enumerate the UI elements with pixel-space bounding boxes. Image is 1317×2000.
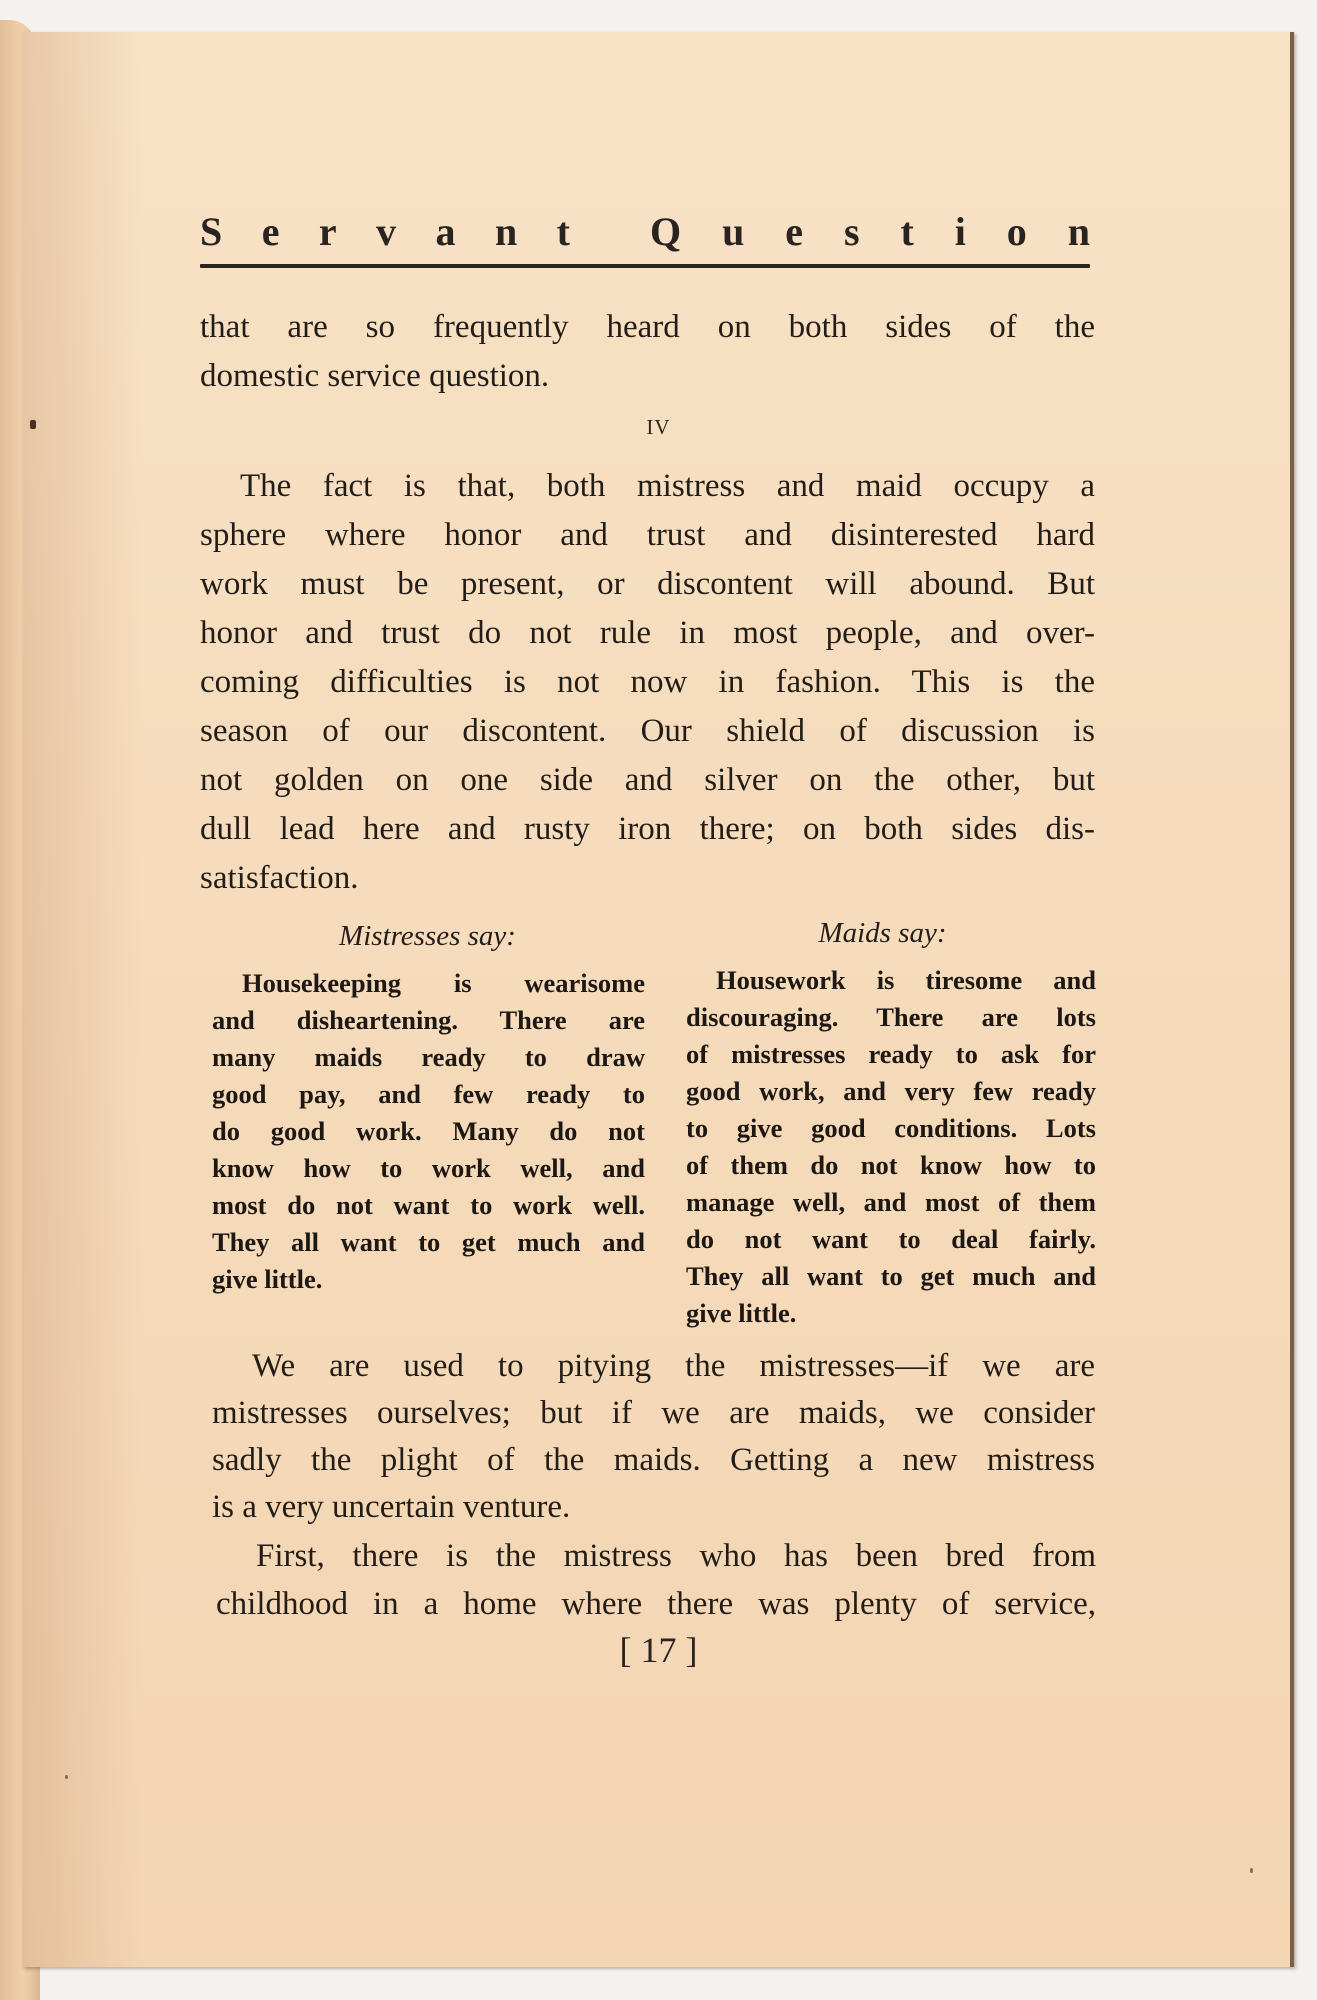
running-head-letter: v [376,209,397,254]
body-line: sadly the plight of the maids. Getting a new mistress [212,1442,1095,1478]
section-number: IV [646,415,671,439]
column-line: know how to work well, and [212,1153,645,1183]
paper-blemish [65,1775,68,1779]
running-head-letter: n [1067,209,1090,254]
header-rule [200,264,1090,268]
column-line: They all want to get much and [686,1261,1096,1291]
column-line: do not want to deal fairly. [686,1224,1096,1254]
running-head-letter: t [556,209,570,254]
paper-blemish [30,420,36,429]
running-head-letter: e [261,209,280,254]
body-line: work must be present, or discontent will abound. But [200,566,1095,602]
body-line: satisfaction. [200,860,359,896]
running-head-letter: r [318,209,337,254]
column-line: good work, and very few ready [686,1076,1096,1106]
body-line: that are so frequently heard on both sides of the [200,309,1095,345]
column-line: and disheartening. There are [212,1005,645,1035]
body-line: First, there is the mistress who has been bred from [256,1538,1096,1574]
column-line: of them do not know how to [686,1150,1096,1180]
body-line: honor and trust do not rule in most people, and over- [200,615,1095,651]
running-head-word-question [650,210,1090,254]
body-line: sphere where honor and trust and disinterested hard [200,517,1095,553]
body-line: not golden on one side and silver on the other, but [200,762,1095,798]
column-line: do good work. Many do not [212,1116,645,1146]
page-number: [ 17 ] [619,1630,698,1670]
running-head-letter: a [435,209,456,254]
paper-blemish [1250,1868,1253,1873]
mistresses-column-title: Mistresses say: [339,920,516,952]
column-line: to give good conditions. Lots [686,1113,1096,1143]
running-head-letter: t [900,209,914,254]
column-line: of mistresses ready to ask for [686,1039,1096,1069]
running-head-word-servant [200,210,570,254]
column-line: most do not want to work well. [212,1190,645,1220]
column-line: many maids ready to draw [212,1042,645,1072]
column-line: Housework is tiresome and [716,965,1096,995]
column-line: give little. [686,1298,797,1328]
running-head-letter: S [200,209,223,254]
body-line: is a very uncertain venture. [212,1489,571,1525]
running-head-letter: i [954,209,966,254]
maids-column-title: Maids say: [818,917,947,949]
body-line: We are used to pitying the mistresses—if we are [252,1348,1095,1384]
running-head-letter: u [722,209,745,254]
column-line: good pay, and few ready to [212,1079,645,1109]
running-head-letter: Q [650,209,682,254]
running-head-letter: n [494,209,518,254]
body-line: The fact is that, both mistress and maid occupy a [240,468,1095,504]
column-line: Housekeeping is wearisome [242,968,645,998]
body-line: coming difficulties is not now in fashion. This is the [200,664,1095,700]
body-line: season of our discontent. Our shield of discussion is [200,713,1095,749]
body-line: domestic service question. [200,358,550,394]
body-line: mistresses ourselves; but if we are maids, we consider [212,1395,1095,1431]
running-head-letter: e [785,209,804,254]
column-line: discouraging. There are lots [686,1002,1096,1032]
body-line: childhood in a home where there was plenty of service, [216,1586,1096,1622]
column-line: give little. [212,1264,323,1294]
running-head [200,210,1090,254]
column-line: They all want to get much and [212,1227,645,1257]
running-head-letter: o [1006,209,1027,254]
running-head-letter: s [843,209,860,254]
body-line: dull lead here and rusty iron there; on both sides dis- [200,811,1095,847]
column-line: manage well, and most of them [686,1187,1096,1217]
